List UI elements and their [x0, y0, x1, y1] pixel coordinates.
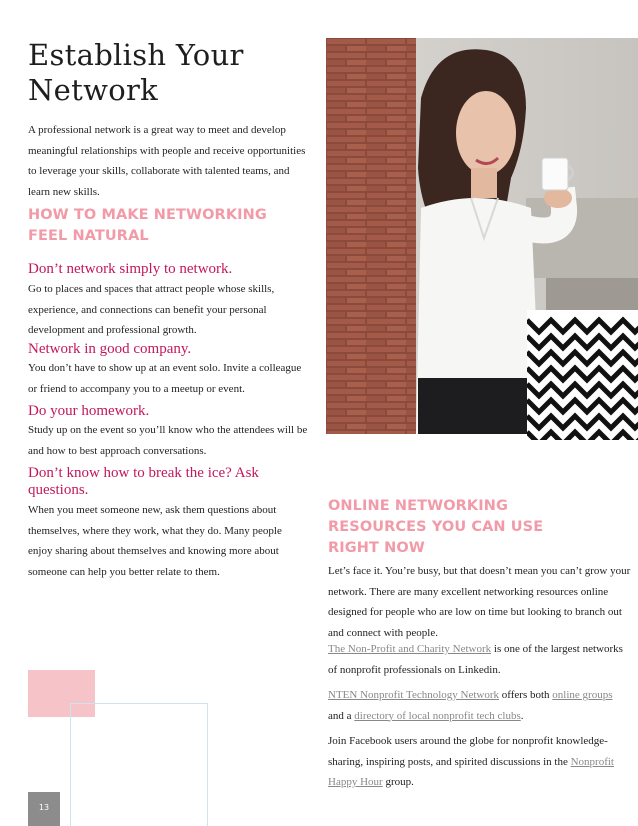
- intro-paragraph: A professional network is a great way to meet and develop meaningful relationships with people and receive opportunities to leverage your skills, collaborate with talented teams, and learn new skills.: [28, 124, 306, 198]
- tip-title: Do your homework.: [28, 403, 150, 419]
- tip-title: Don’t network simply to network.: [28, 261, 233, 277]
- charity-network-link[interactable]: The Non-Profit and Charity Network: [328, 643, 492, 655]
- paragraph-text: .: [520, 709, 524, 722]
- nten-paragraph: [328, 685, 628, 726]
- tip-text: Go to places and spaces that attract people whose skills, experience, and connections can benefit your personal development and professional growth.: [28, 283, 275, 336]
- page-title: Establish Your Network: [28, 38, 244, 107]
- paragraph-text: is one of the largest networks of nonprofit professionals on Linkedin.: [328, 643, 623, 676]
- paragraph-text: group.: [382, 776, 414, 788]
- tip-text: When you meet someone new, ask them questions about themselves, where they work, what they do. Many people enjoy sharing about themselves and knowing more about someone can help you better relate to them.: [28, 504, 282, 578]
- divider-line: [70, 703, 71, 826]
- paragraph-text: Join Facebook users around the globe for nonprofit knowledge-sharing, inspiring posts, and spirited discussions in the: [328, 735, 608, 768]
- tech-clubs-directory-link[interactable]: directory of local nonprofit tech clubs: [354, 709, 521, 722]
- nonprofit-happy-hour-link[interactable]: Nonprofit Happy Hour: [328, 755, 614, 788]
- section-heading-online: ONLINE NETWORKING RESOURCES YOU CAN USE RIGHT NOW: [328, 498, 544, 556]
- nten-link[interactable]: NTEN Nonprofit Technology Network: [328, 689, 500, 701]
- online-intro-paragraph: Let’s face it. You’re busy, but that doesn’t mean you can’t grow your network. There are many excellent networking resources online designed for people who are low on time but looking to branch out and connect with people.: [328, 565, 631, 639]
- divider-line: [207, 703, 208, 826]
- paragraph-text: offers both: [499, 689, 553, 701]
- tip-title: Network in good company.: [28, 341, 192, 357]
- facebook-paragraph: [328, 731, 628, 793]
- section-heading-natural: HOW TO MAKE NETWORKING FEEL NATURAL: [28, 207, 267, 244]
- tip-text: Study up on the event so you’ll know who the attendees will be and how to best approach conversations.: [28, 424, 308, 457]
- tip-title: Don’t know how to break the ice? Ask questions.: [28, 465, 259, 498]
- online-groups-link[interactable]: online groups: [552, 689, 613, 701]
- charity-network-paragraph: [328, 639, 628, 680]
- tip-text: You don’t have to show up at an event solo. Invite a colleague or friend to accompany you to a meetup or event.: [28, 362, 302, 395]
- page-number: 13: [28, 792, 60, 826]
- divider-line: [70, 703, 208, 704]
- paragraph-text: and a: [328, 709, 355, 722]
- zigzag-pattern-decoration: [527, 310, 638, 440]
- pink-block-decoration: [28, 670, 95, 717]
